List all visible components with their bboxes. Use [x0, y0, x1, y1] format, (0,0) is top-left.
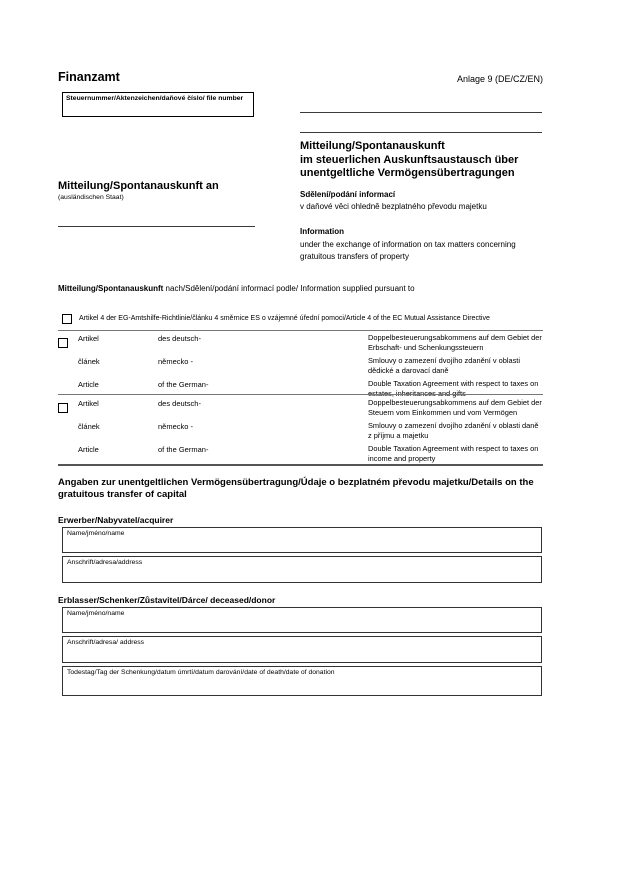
- directive-checkbox[interactable]: [62, 314, 72, 324]
- notice-subtitle-en: under the exchange of information on tax matters concerning gratuitous transfers of property: [300, 240, 516, 261]
- treaty-cell: článek: [78, 357, 100, 367]
- pursuant-lead-rest: nach/Sdělení/podání informací podle/ Information supplied pursuant to: [163, 284, 415, 293]
- recipient-address-line-1[interactable]: [300, 112, 542, 113]
- details-heading: Angaben zur unentgeltlichen Vermögensübertragung/Údaje o bezplatném převodu majetku/Details on the gratuitous transfer of capital: [58, 477, 534, 500]
- treaty-cell: článek: [78, 422, 100, 432]
- acquirer-address-label: Anschrift/adresa/address: [67, 559, 143, 566]
- recipient-address-line-2[interactable]: [300, 132, 542, 133]
- treaty-group-income: [58, 398, 543, 468]
- treaty-cell: des deutsch-: [158, 399, 201, 408]
- divider-bottom: [58, 464, 543, 466]
- donor-fieldset: [62, 607, 542, 699]
- treaty-cell: Smlouvy o zamezení dvojího zdanění v oblasti daně z příjmu a majetku: [368, 421, 539, 440]
- pursuant-lead-bold: Mitteilung/Spontanauskunft: [58, 284, 164, 293]
- pursuant-lead: [58, 284, 548, 293]
- treaty-cell: Article: [78, 445, 99, 455]
- acquirer-address-field[interactable]: [62, 556, 542, 583]
- donor-date-field[interactable]: [62, 666, 542, 696]
- notice-title-en: Information: [300, 227, 344, 236]
- treaty-cell: des deutsch-: [158, 334, 201, 343]
- directive-option-row: [62, 314, 544, 324]
- treaty-cell: Article: [78, 380, 99, 390]
- table-row: [58, 421, 543, 440]
- treaty-cell: Artikel: [78, 399, 99, 408]
- donor-address-label: Anschrift/adresa/ address: [67, 639, 145, 646]
- treaty-group-estates: [58, 333, 543, 403]
- donor-address-field[interactable]: [62, 636, 542, 663]
- treaty-income-checkbox[interactable]: [58, 403, 68, 413]
- file-number-label: Steuernummer/Aktenzeichen/daňové číslo/ file number: [66, 95, 244, 102]
- recipient-subtitle: (ausländischen Staat): [58, 194, 124, 201]
- treaty-cell: Artikel: [78, 334, 99, 343]
- treaty-cell: Doppelbesteuerungsabkommens auf dem Gebiet der Steuern vom Einkommen und vom Vermögen: [368, 398, 542, 417]
- divider-mid: [58, 394, 543, 395]
- treaty-cell: Doppelbesteuerungsabkommens auf dem Gebiet der Erbschaft- und Schenkungssteuern: [368, 333, 542, 352]
- donor-date-label: Todestag/Tag der Schenkung/datum úmrtí/datum darování/date of death/date of donation: [67, 669, 335, 676]
- table-row: [58, 356, 543, 375]
- notice-title-de-line3: unentgeltliche Vermögensübertragungen: [300, 167, 515, 179]
- divider-top: [58, 330, 543, 331]
- treaty-cell: of the German-: [158, 445, 209, 455]
- notice-title-de-line1: Mitteilung/Spontanauskunft: [300, 140, 445, 152]
- treaty-cell: of the German-: [158, 380, 209, 390]
- notice-title-de-line2: im steuerlichen Auskunftsaustausch über: [300, 153, 519, 166]
- treaty-cell: německo -: [158, 422, 194, 432]
- table-row: [58, 379, 543, 398]
- treaty-cell: německo -: [158, 357, 194, 367]
- recipient-state-line[interactable]: [58, 226, 255, 227]
- table-row: [58, 444, 543, 463]
- acquirer-heading: Erwerber/Nabyvatel/acquirer: [58, 515, 174, 525]
- annex-label: Anlage 9 (DE/CZ/EN): [456, 74, 543, 84]
- notice-title-cz: Sdělení/podání informací: [300, 190, 396, 199]
- notice-subtitle-cz: v daňové věci ohledně bezplatného převodu majetku: [300, 202, 487, 211]
- agency-title: Finanzamt: [58, 70, 120, 84]
- notice-title-de: [300, 140, 552, 181]
- directive-option-label: Artikel 4 der EG-Amtshilfe-Richtlinie/článku 4 směrnice ES o vzájemné úřední pomoci/Article 4 of the EC Mutual Assistance Directive: [79, 315, 490, 322]
- treaty-cell: Double Taxation Agreement with respect to taxes on estates, inheritances and gifts: [368, 379, 539, 398]
- treaty-cell: Smlouvy o zamezení dvojího zdanění v oblasti dědické a darovací daně: [368, 356, 521, 375]
- donor-name-field[interactable]: [62, 607, 542, 633]
- table-row: [58, 333, 543, 352]
- file-number-field[interactable]: [62, 92, 254, 117]
- treaty-cell: Double Taxation Agreement with respect to taxes on income and property: [368, 444, 539, 463]
- table-row: [58, 398, 543, 417]
- acquirer-name-field[interactable]: [62, 527, 542, 553]
- acquirer-name-label: Name/jméno/name: [67, 530, 125, 537]
- donor-heading: Erblasser/Schenker/Zůstavitel/Dárce/ deceased/donor: [58, 595, 276, 605]
- acquirer-fieldset: [62, 527, 542, 586]
- recipient-title: Mitteilung/Spontanauskunft an: [58, 180, 219, 192]
- donor-name-label: Name/jméno/name: [67, 610, 125, 617]
- treaty-estates-checkbox[interactable]: [58, 338, 68, 348]
